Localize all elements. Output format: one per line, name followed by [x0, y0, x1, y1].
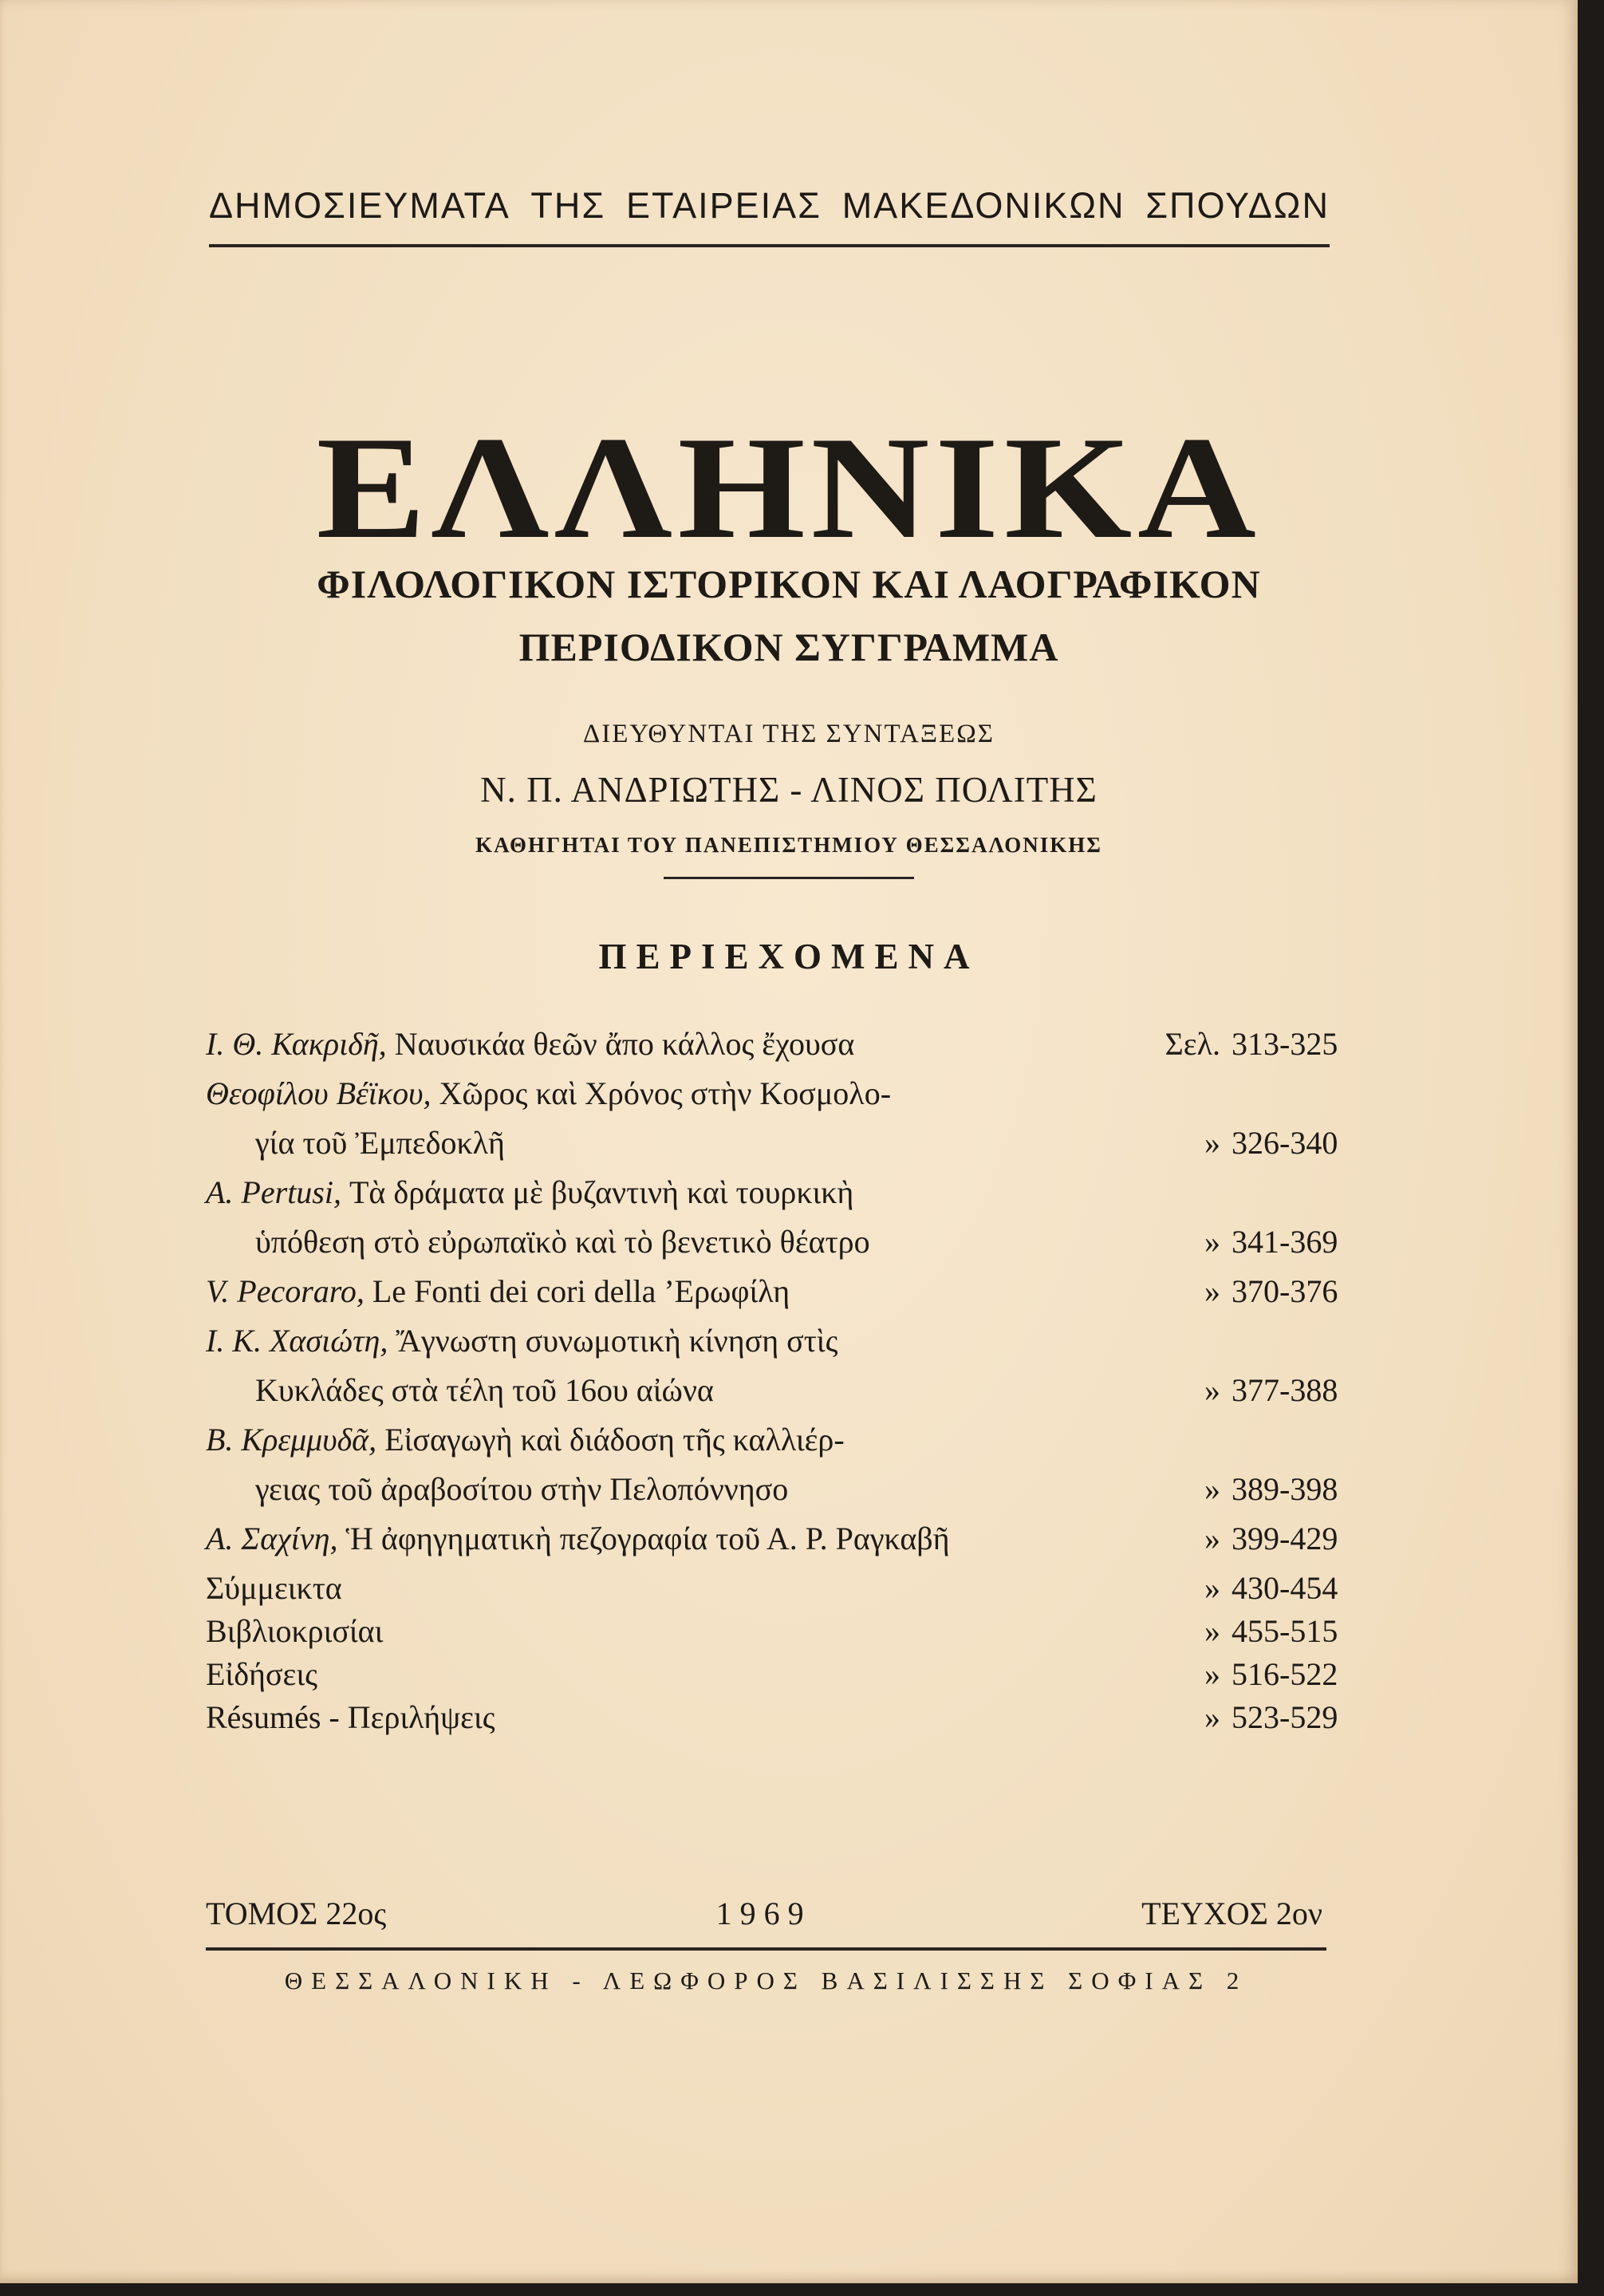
toc-entry: [206, 1421, 1316, 1470]
series-word: ΜΑΚΕΔΟΝΙΚΩΝ: [841, 185, 1125, 226]
toc-pages: 516-522: [1232, 1656, 1338, 1692]
toc-entry: [206, 1569, 1338, 1612]
toc-pages: 523-529: [1232, 1699, 1338, 1735]
toc-author: A. Pertusi,: [206, 1174, 341, 1210]
top-rule: [209, 244, 1330, 247]
toc-entry: [206, 1272, 1338, 1322]
toc-prefix: »: [1204, 1521, 1220, 1556]
toc-pages: 370-376: [1232, 1273, 1338, 1309]
toc-title: Ἄγνωστη συνωμοτικὴ κίνηση στὶς: [396, 1323, 838, 1359]
volume-number: ΤΟΜΟΣ 22ος: [206, 1896, 387, 1931]
toc-author: Ι. Θ. Κακριδῆ,: [206, 1026, 387, 1062]
toc-title: Εἰσαγωγὴ καὶ διάδοση τῆς καλλιέρ-: [384, 1422, 845, 1458]
toc-entry: [206, 1520, 1338, 1569]
toc-entry: [206, 1698, 1338, 1742]
toc-entry: [206, 1025, 1338, 1075]
contents-heading: ΠΕΡΙΕΧΟΜΕΝΑ: [598, 937, 979, 976]
toc-prefix: »: [1204, 1570, 1220, 1606]
toc-author: V. Pecoraro,: [206, 1273, 365, 1309]
toc-pages: 326-340: [1232, 1125, 1338, 1161]
toc-entry-continuation: [206, 1124, 1338, 1174]
middle-rule: [664, 877, 914, 879]
series-word: ΤΗΣ: [530, 185, 606, 226]
toc-title: Σύμμεικτα: [206, 1570, 342, 1606]
toc-prefix: Σελ.: [1165, 1026, 1220, 1062]
toc-title: Ναυσικάα θεῶν ἄπο κάλλος ἔχουσα: [394, 1026, 855, 1062]
toc-title: γειας τοῦ ἀραβοσίτου στὴν Πελοπόννησο: [255, 1471, 789, 1507]
toc-title: Χῶρος καὶ Χρόνος στὴν Κοσμολο-: [439, 1075, 892, 1111]
toc-pages: 377-388: [1232, 1372, 1338, 1408]
series-word: ΣΠΟΥΔΩΝ: [1145, 185, 1330, 226]
toc-entry-continuation: [206, 1371, 1338, 1421]
toc-prefix: »: [1204, 1273, 1220, 1309]
toc-entry: [206, 1655, 1338, 1698]
bottom-rule: [206, 1947, 1326, 1951]
toc-pages: 341-369: [1232, 1224, 1338, 1260]
series-header: [209, 185, 1330, 227]
toc-title: Résumés - Περιλήψεις: [206, 1699, 495, 1735]
table-of-contents: [206, 1025, 1338, 1742]
publication-year: 1969: [715, 1896, 812, 1931]
subtitle-line-1: ΦΙΛΟΛΟΓΙΚΟΝ ΙΣΤΟΡΙΚΟΝ ΚΑΙ ΛΑΟΓΡΑΦΙΚΟΝ: [317, 562, 1261, 606]
toc-entry-continuation: [206, 1223, 1338, 1272]
directors-names: Ν. Π. ΑΝΔΡΙΩΤΗΣ - ΛΙΝΟΣ ΠΟΛΙΤΗΣ: [480, 770, 1098, 810]
toc-prefix: »: [1204, 1125, 1220, 1161]
toc-prefix: »: [1204, 1372, 1220, 1408]
toc-title: Βιβλιοκρισίαι: [206, 1613, 384, 1649]
toc-title: Τὰ δράματα μὲ βυζαντινὴ καὶ τουρκικὴ: [349, 1174, 854, 1210]
series-word: ΔΗΜΟΣΙΕΥΜΑΤΑ: [209, 185, 510, 226]
directors-affiliation: ΚΑΘΗΓΗΤΑΙ ΤΟΥ ΠΑΝΕΠΙΣΤΗΜΙΟΥ ΘΕΣΣΑΛΟΝΙΚΗΣ: [475, 833, 1102, 857]
toc-entry-continuation: [206, 1470, 1338, 1520]
toc-prefix: »: [1204, 1613, 1220, 1649]
toc-entry: [206, 1075, 1316, 1124]
issue-number: ΤΕΥΧΟΣ 2ον: [1141, 1896, 1322, 1931]
toc-prefix: »: [1204, 1471, 1220, 1507]
journal-title: ΕΛΛΗΝΙΚΑ: [316, 406, 1262, 569]
toc-author: Α. Σαχίνη,: [206, 1521, 338, 1556]
toc-pages: 430-454: [1232, 1570, 1338, 1606]
toc-entry: [206, 1322, 1316, 1371]
toc-prefix: »: [1204, 1224, 1220, 1260]
toc-title: Κυκλάδες στὰ τέλη τοῦ 16ου αἰώνα: [255, 1372, 714, 1408]
toc-entry: [206, 1174, 1316, 1223]
toc-title: γία τοῦ Ἐμπεδοκλῆ: [255, 1125, 505, 1161]
toc-title: Εἰδήσεις: [206, 1656, 317, 1692]
toc-pages: 313-325: [1232, 1026, 1338, 1062]
toc-title: ὑπόθεση στὸ εὐρωπαϊκὸ καὶ τὸ βενετικὸ θέατρο: [255, 1224, 870, 1260]
toc-pages: 455-515: [1232, 1613, 1338, 1649]
toc-pages: 389-398: [1232, 1471, 1338, 1507]
toc-prefix: »: [1204, 1699, 1220, 1735]
publisher-address: ΘΕΣΣΑΛΟΝΙΚΗ - ΛΕΩΦΟΡΟΣ ΒΑΣΙΛΙΣΣΗΣ ΣΟΦΙΑΣ 2: [284, 1967, 1248, 1994]
toc-entry: [206, 1612, 1338, 1655]
toc-author: Β. Κρεμμυδᾶ,: [206, 1422, 377, 1458]
toc-title: Le Fonti dei cori della ’Ερωφίλη: [372, 1273, 790, 1309]
volume-info: [206, 1895, 1322, 1932]
directors-label: ΔΙΕΥΘΥΝΤΑΙ ΤΗΣ ΣΥΝΤΑΞΕΩΣ: [583, 720, 995, 748]
toc-pages: 399-429: [1232, 1521, 1338, 1556]
toc-author: Ι. Κ. Χασιώτη,: [206, 1323, 388, 1359]
series-word: ΕΤΑΙΡΕΙΑΣ: [625, 185, 822, 226]
toc-author: Θεοφίλου Βέϊκου,: [206, 1075, 432, 1111]
toc-title: Ἡ ἀφηγηματικὴ πεζογραφία τοῦ Α. Ρ. Ραγκαβῆ: [345, 1521, 950, 1556]
toc-prefix: »: [1204, 1656, 1220, 1692]
subtitle-line-2: ΠΕΡΙΟΔΙΚΟΝ ΣΥΓΓΡΑΜΜΑ: [518, 625, 1059, 669]
